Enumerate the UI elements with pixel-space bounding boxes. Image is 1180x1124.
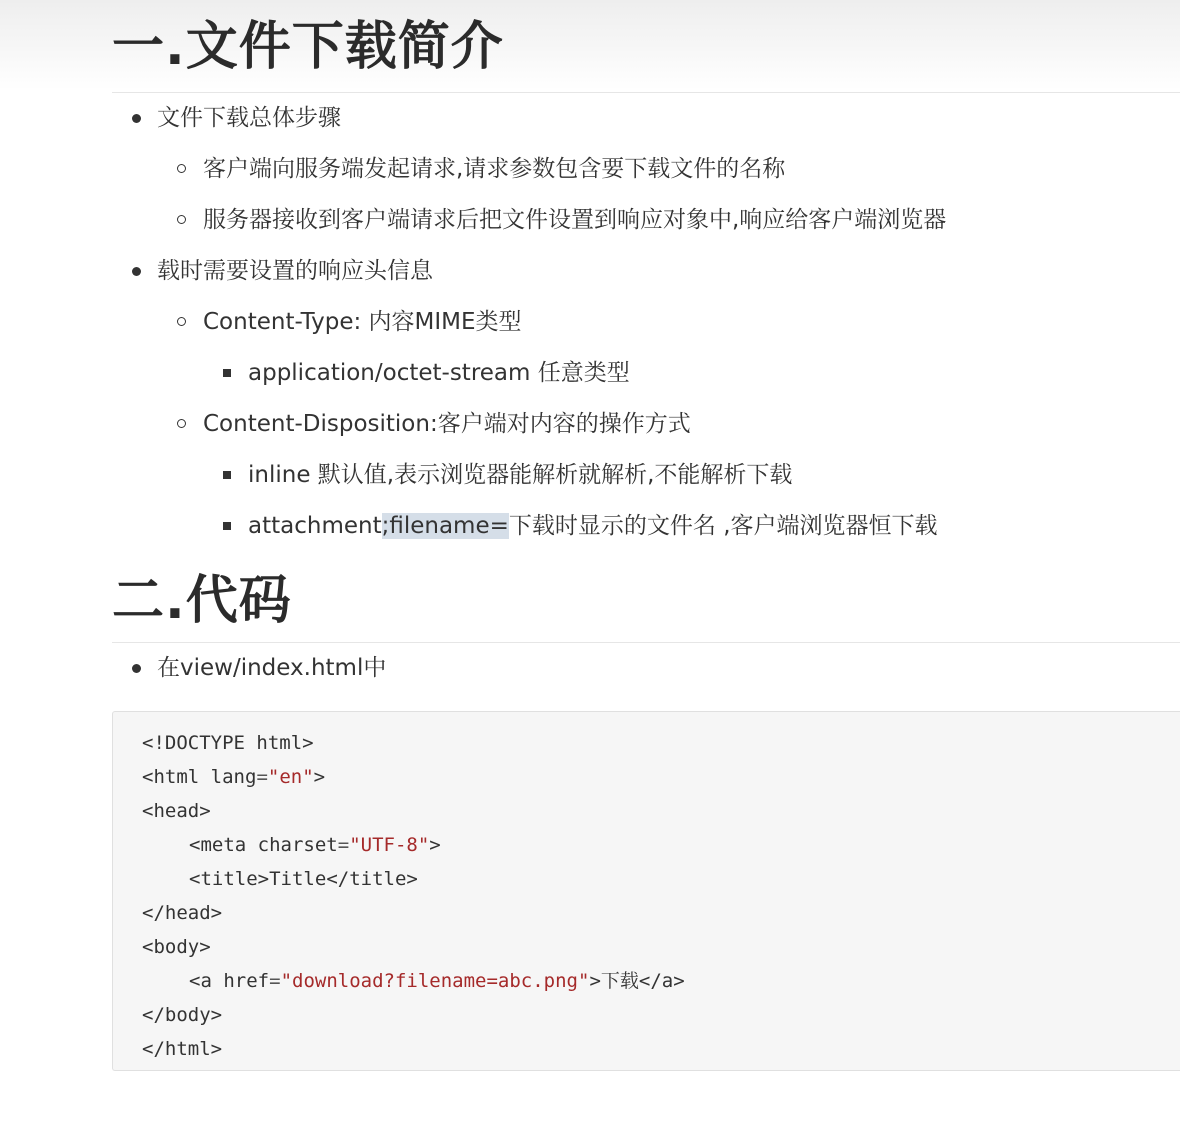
- code-line: <a href="download?filename=abc.png">下载</a>: [189, 970, 685, 992]
- list-item: 载时需要设置的响应头信息: [112, 246, 1180, 297]
- section-heading-code: 二.代码: [112, 560, 1180, 643]
- code-line: <body>: [142, 936, 211, 958]
- list-item: 客户端向服务端发起请求,请求参数包含要下载文件的名称: [112, 144, 1180, 195]
- code-line: <!DOCTYPE html>: [142, 732, 314, 754]
- code-line: <meta charset="UTF-8">: [189, 834, 441, 856]
- bullet-circle: [177, 215, 186, 224]
- code-line: </body>: [142, 1004, 223, 1026]
- section-heading-intro: 一.文件下载简介: [112, 0, 1180, 93]
- bullet-disc: [132, 664, 141, 673]
- list-item: 服务器接收到客户端请求后把文件设置到响应对象中,响应给客户端浏览器: [112, 195, 1180, 246]
- bullet-circle: [177, 164, 186, 173]
- document-content: [112, 0, 1180, 1071]
- list-item: 文件下载总体步骤: [112, 93, 1180, 144]
- bullet-disc: [132, 267, 141, 276]
- list-item: Content-Type: 内容MIME类型: [112, 297, 1180, 348]
- bullet-square: [223, 522, 231, 530]
- list-item: Content-Disposition:客户端对内容的操作方式: [112, 399, 1180, 450]
- list-item: inline 默认值,表示浏览器能解析就解析,不能解析下载: [112, 450, 1180, 501]
- code-block[interactable]: [112, 711, 1180, 1071]
- code-intro-list: [112, 643, 1180, 694]
- bullet-square: [223, 369, 231, 377]
- list-item: 在view/index.html中: [112, 643, 1180, 694]
- list-item: attachment;filename=下载时显示的文件名 ,客户端浏览器恒下载: [112, 501, 1180, 552]
- code-line: </html>: [142, 1038, 223, 1060]
- selected-text[interactable]: ;filename=: [381, 513, 509, 539]
- code-line: <html lang="en">: [142, 766, 326, 788]
- list-item: application/octet-stream 任意类型: [112, 348, 1180, 399]
- bullet-circle: [177, 419, 186, 428]
- code-line: <title>Title</title>: [189, 868, 418, 890]
- code-line: <head>: [142, 800, 211, 822]
- bullet-square: [223, 471, 231, 479]
- attachment-text: attachment: [248, 513, 382, 539]
- bullet-disc: [132, 114, 141, 123]
- code-line: </head>: [142, 902, 223, 924]
- bullet-circle: [177, 317, 186, 326]
- intro-list: [112, 93, 1180, 552]
